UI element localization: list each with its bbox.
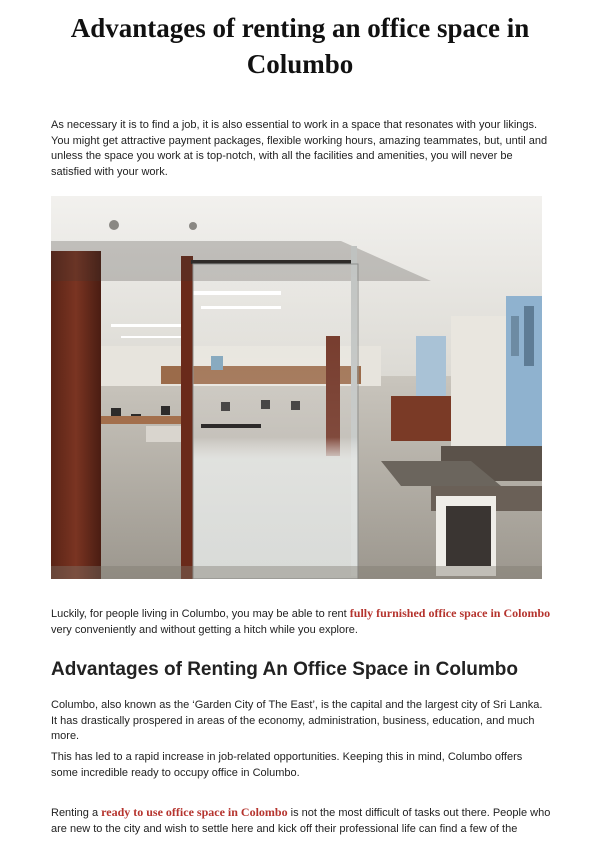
page-title: Advantages of renting an office space in Columbo	[70, 13, 530, 79]
furnished-office-link[interactable]: fully furnished office space in Colombo	[349, 606, 551, 620]
rental-paragraph	[51, 606, 551, 638]
office-photo	[51, 196, 542, 579]
renting-text-before: Renting a	[51, 807, 102, 819]
renting-text-after: is not the most difficult of tasks out there. People who are new to the city and wish to settle here and kick off their professional life can find a few of the	[51, 807, 551, 835]
opportunities-paragraph: This has led to a rapid increase in job-related opportunities. Keeping this in mind, Columbo offers some incredible ready to occupy office in Columbo.	[51, 751, 523, 779]
section-heading: Advantages of Renting An Office Space in Columbo	[51, 659, 518, 680]
office-interior-image	[51, 196, 542, 579]
renting-paragraph	[51, 805, 551, 837]
rental-text-before: Luckily, for people living in Columbo, you may be able to rent	[51, 608, 350, 620]
intro-paragraph: As necessary it is to find a job, it is also essential to work in a space that resonates with your likings. You might get attractive payment packages, flexible working hours, amazing teammates, but, until and unless the space you work at is top-notch, with all the facilities and amenities, you will never be satisfied with your work.	[51, 119, 548, 178]
columbo-paragraph: Columbo, also known as the ‘Garden City of The East’, is the capital and the largest city of Sri Lanka. It has drastically prospered in areas of the economy, administration, business, education, and much more.	[51, 699, 543, 742]
ready-office-link[interactable]: ready to use office space in Colombo	[101, 805, 288, 819]
rental-text-after: very conveniently and without getting a hitch while you explore.	[51, 623, 358, 636]
